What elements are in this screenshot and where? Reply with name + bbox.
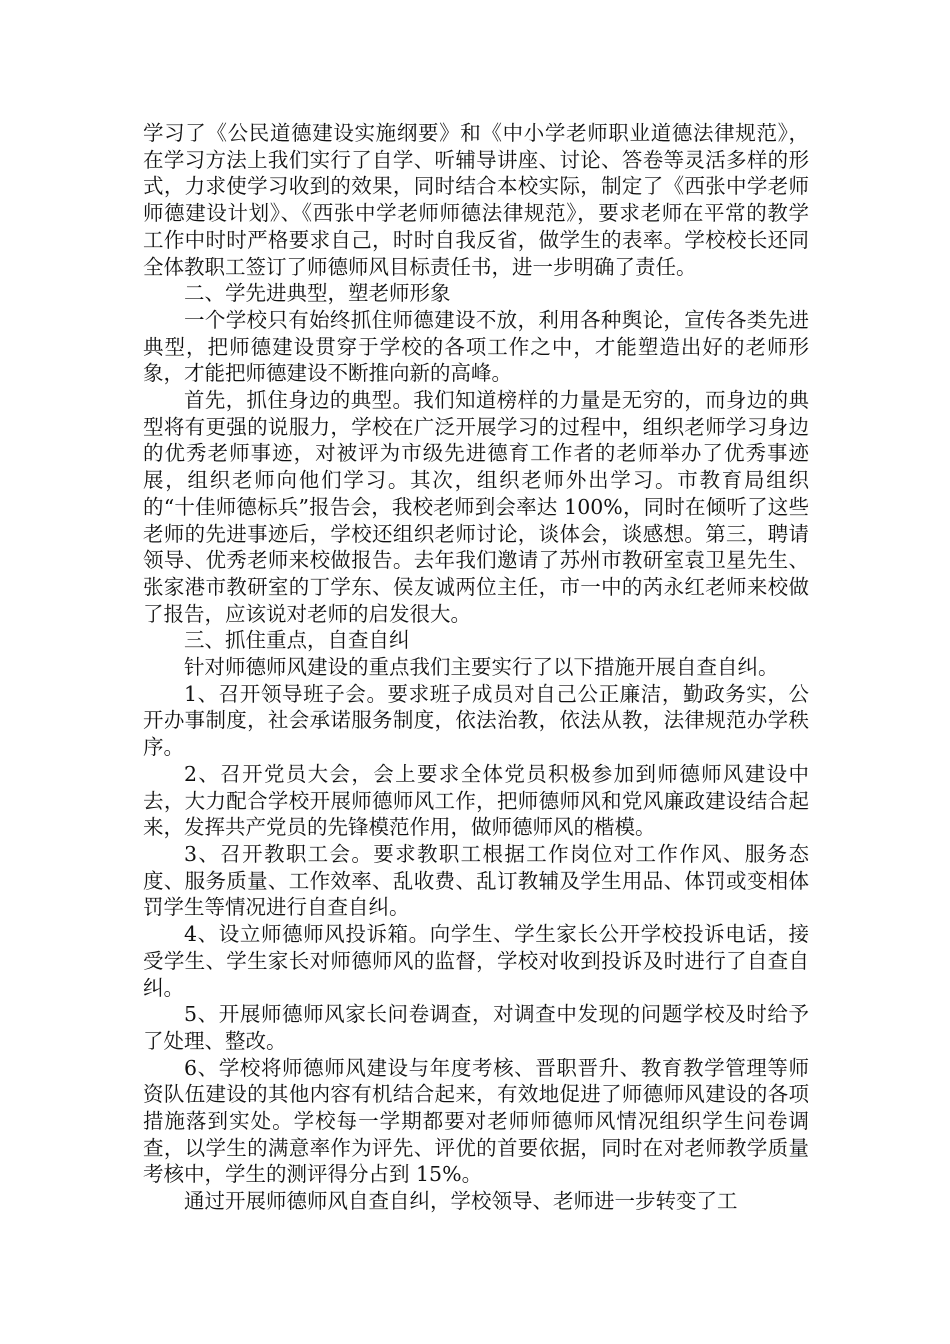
section-heading-self-check: 三、抓住重点，自查自纠 [184, 628, 410, 653]
paragraph-study-intro: 学习了《公民道德建设实施纲要》和《中小学老师职业道德法律规范》，在学习方法上我们实行了自学、听辅导讲座、讨论、答卷等灵活多样的形式，力求使学习收到的效果，同时结合本校实际，制定了《西张中学老师师德建设计划》、《西张中学老师师德法律规范》，要求老师在平常的教学工作中时时严格要求自己，时时自我反省，做学生的表率。学校校长还同全体教职工签订了师德师风目标责任书，进一步明确了责任。 [143, 121, 809, 279]
list-item-2: 2、召开党员大会，会上要求全体党员积极参加到师德师风建设中去，大力配合学校开展师德师风工作，把师德师风和党风廉政建设结合起来，发挥共产党员的先锋模范作用，做师德师风的楷模。 [143, 761, 809, 840]
list-item-4: 4、设立师德师风投诉箱。向学生、学生家长公开学校投诉电话，接受学生、学生家长对师德师风的监督，学校对收到投诉及时进行了自查自纠。 [143, 922, 809, 1000]
paragraph-models-intro: 一个学校只有始终抓住师德建设不放，利用各种舆论，宣传各类先进典型，把师德建设贯穿于学校的各项工作之中，才能塑造出好的老师形象，才能把师德建设不断推向新的高峰。 [143, 307, 809, 386]
paragraph-self-check-intro: 针对师德师风建设的重点我们主要实行了以下措施开展自查自纠。 [184, 655, 779, 680]
list-item-3: 3、召开教职工会。要求教职工根据工作岗位对工作作风、服务态度、服务质量、工作效率、乱收费、乱订教辅及学生用品、体罚或变相体罚学生等情况进行自查自纠。 [143, 841, 809, 920]
paragraph-models-detail: 首先，抓住身边的典型。我们知道榜样的力量是无穷的，而身边的典型将有更强的说服力，学校在广泛开展学习的过程中，组织老师学习身边的优秀老师事迹，对被评为市级先进德育工作者的老师举办了优秀事迹展，组织老师向他们学习。其次，组织老师外出学习。市教育局组织的“十佳师德标兵”报告会，我校老师到会率达 100%，同时在倾听了这些老师的先进事迹后，学校还组织老师讨论，谈体会，谈感想。第三，聘请领导、优秀老师来校做报告。去年我们邀请了苏州市教研室袁卫星先生、张家港市教研室的丁学东、侯友诚两位主任，市一中的芮永红老师来校做了报告，应该说对老师的启发很大。 [143, 388, 809, 626]
list-item-6: 6、学校将师德师风建设与年度考核、晋职晋升、教育教学管理等师资队伍建设的其他内容有机结合起来，有效地促进了师德师风建设的各项措施落到实处。学校每一学期都要对老师师德师风情况组织学生问卷调查，以学生的满意率作为评先、评优的首要依据，同时在对老师教学质量考核中，学生的测评得分占到 15%。 [143, 1055, 809, 1187]
section-heading-models: 二、学先进典型，塑老师形象 [184, 281, 451, 306]
body-text [143, 120, 809, 1215]
list-item-1: 1、召开领导班子会。要求班子成员对自己公正廉洁，勤政务实，公开办事制度，社会承诺服务制度，依法治教，依法从教，法律规范办学秩序。 [143, 681, 809, 760]
paragraph-conclusion: 通过开展师德师风自查自纠，学校领导、老师进一步转变了工 [184, 1189, 738, 1214]
list-item-5: 5、开展师德师风家长问卷调查，对调查中发现的问题学校及时给予了处理、整改。 [143, 1002, 809, 1053]
